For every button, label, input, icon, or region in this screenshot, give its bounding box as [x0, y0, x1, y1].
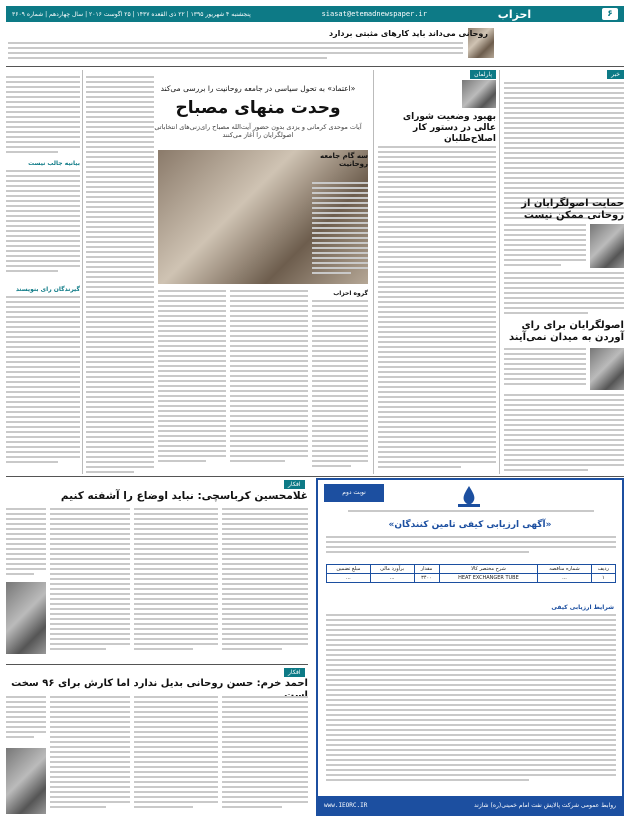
table-cell: ... — [370, 574, 414, 583]
story4-body-col0 — [6, 696, 46, 744]
table-header-cell: مبلغ تضمین — [327, 565, 371, 574]
main-kicker: «اعتماد» به تحول سیاسی در جامعه روحانیت را بررسی می‌کند — [160, 84, 356, 93]
right-col-headline-2: اصولگرایان برای رای آوردن به میدان نمی‌آیند — [509, 320, 624, 343]
right-col-photo-2 — [590, 348, 624, 390]
table-header-cell: شرح مختصر کالا — [439, 565, 538, 574]
section-name: احزاب — [497, 7, 532, 21]
divider — [6, 66, 624, 67]
story4-body-col2 — [134, 696, 218, 814]
right-story-headline: بهبود وضعیت شورای عالی در دستور کار اصلاح‌طلبان — [402, 112, 496, 144]
table-cell: ۳۴۰۰ — [414, 574, 439, 583]
ad-title: «آگهی ارزیابی کیفی تامین کنندگان» — [388, 520, 552, 530]
story3-body-col2 — [134, 508, 218, 658]
story3-headline: غلامحسین کرباسچی: نباید اوضاع را آشفته کنیم — [60, 490, 308, 502]
ad-website: www.IEORC.IR — [324, 801, 368, 809]
table-cell: HEAT EXCHANGER TUBE — [439, 574, 538, 583]
table-header-cell: مقدار — [414, 565, 439, 574]
right-story-body — [378, 146, 496, 472]
ad-body — [326, 614, 616, 784]
left-col-body-3 — [6, 296, 80, 474]
ad-table — [326, 564, 616, 583]
table-header-row — [327, 565, 616, 574]
top-story-body — [8, 42, 463, 62]
ad-logo-icon — [454, 484, 484, 508]
left-col-body-2 — [6, 170, 80, 280]
main-headline: وحدت منهای مصباح — [175, 98, 341, 118]
ad-footer — [318, 796, 622, 814]
table-header-cell: ردیف — [591, 565, 615, 574]
main-body-col2 — [230, 290, 308, 474]
right-col-label: خبر — [607, 70, 624, 79]
ad-badge: نوبت دوم — [324, 484, 384, 502]
story4-photo — [6, 748, 46, 814]
issue-date: پنجشنبه ۴ شهریور ۱۳۹۵ | ۲۲ ذی القعده ۱۴۳۷ | ۲۵ اگوست ۲۰۱۶ | سال چهاردهم | شماره ۳۶۰۹ — [12, 10, 251, 18]
ad-intro — [326, 536, 616, 558]
advertisement — [316, 478, 624, 816]
table-cell: ... — [327, 574, 371, 583]
main-side-body — [312, 182, 368, 282]
main-body-col1 — [312, 300, 368, 474]
right-col-body-3 — [504, 272, 624, 316]
divider — [6, 476, 624, 477]
table-cell: ۱ — [591, 574, 615, 583]
left-col-body-1 — [6, 76, 80, 156]
story3-body-col1 — [50, 508, 130, 658]
table-header-cell: برآورد مالی — [370, 565, 414, 574]
ad-company-line — [348, 510, 594, 518]
section-email: siasat@etemadnewspaper.ir — [321, 10, 427, 18]
main-body-col3 — [158, 290, 226, 474]
table-header-cell: شماره مناقصه — [538, 565, 591, 574]
divider — [6, 664, 308, 665]
right-col-body-5 — [504, 394, 624, 474]
left-col-subhead-2: گیرندگان رای بنویسند — [15, 286, 80, 293]
column-rule — [499, 70, 500, 474]
story3-body-col0 — [6, 508, 46, 578]
right-col-body-2 — [504, 224, 586, 268]
story4-label: افکار — [284, 668, 305, 677]
right-col-headline-1: حمایت اصولگرایان از روحانی ممکن نیست — [521, 198, 624, 221]
main-body-col4 — [86, 76, 154, 474]
main-deck: آیات موحدی کرمانی و یزدی بدون حضور آیت‌الله مصباح رای‌زنی‌های انتخاباتی اصولگرایان را آغاز می‌کنند — [154, 123, 362, 139]
page-number: ۶ — [602, 8, 618, 20]
story3-photo — [6, 582, 46, 654]
top-story-headline: روحانی می‌داند باید کارهای مثبتی بردارد — [328, 29, 488, 38]
right-story-label: پارلمان — [470, 70, 496, 79]
main-group-label: گروه احزاب — [333, 290, 368, 297]
page-header — [6, 6, 624, 22]
table-row — [327, 574, 616, 583]
right-story-photo — [462, 80, 496, 108]
story4-body-col3 — [222, 696, 308, 814]
story4-body-col1 — [50, 696, 130, 814]
ad-section-title: شرایط ارزیابی کیفی — [551, 604, 614, 611]
ad-footer-text: روابط عمومی شرکت پالایش نفت امام خمینی(ره) شازند — [474, 801, 616, 809]
column-rule — [82, 70, 83, 474]
right-col-body-4 — [504, 348, 586, 390]
column-rule — [373, 70, 374, 474]
story3-label: افکار — [284, 480, 305, 489]
story4-headline: احمد خرم: حسن روحانی بدیل ندارد اما کارش برای ۹۶ سخت — [11, 678, 308, 689]
right-col-photo-1 — [590, 224, 624, 268]
left-col-subhead-1: بیانیه جالب نیست — [28, 160, 80, 167]
main-side-note: سه گام جامعه روحانیت — [319, 152, 368, 169]
story3-body-col3 — [222, 508, 308, 658]
table-cell: ... — [538, 574, 591, 583]
